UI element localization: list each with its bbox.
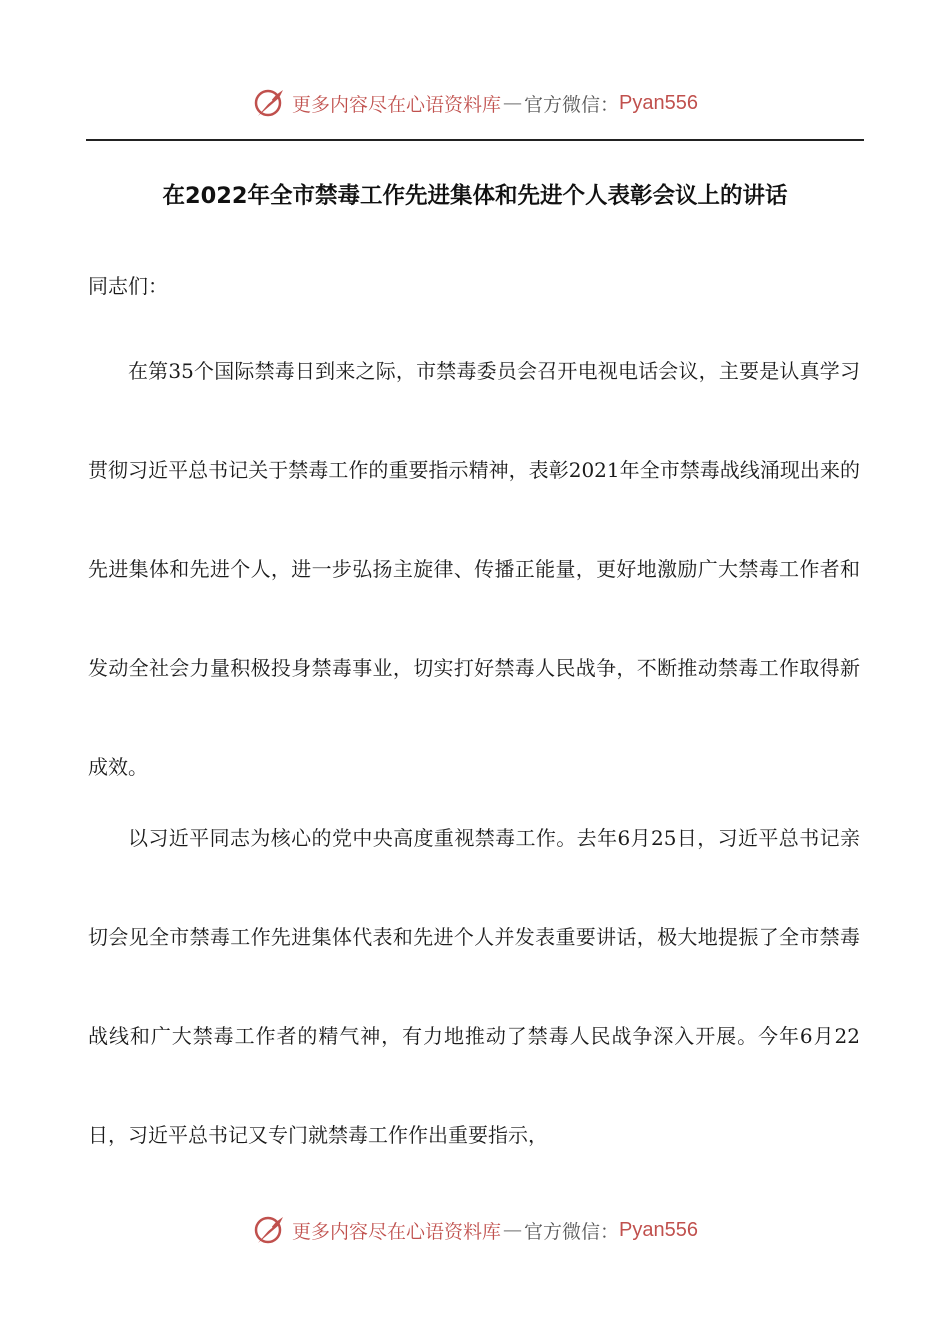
header-divider — [86, 139, 864, 141]
document-title: 在2022年全市禁毒工作先进集体和先进个人表彰会议上的讲话 — [162, 183, 788, 209]
header-banner — [0, 86, 950, 120]
paragraph-1: 在第35个国际禁毒日到来之际，市禁毒委员会召开电视电话会议，主要是认真学习贯彻习近平总书记关于禁毒工作的重要指示精神，表彰2021年全市禁毒战线涌现出来的先进集体和先进个人，进一步弘扬主旋律、传播正能量，更好地激励广大禁毒工作者和发动全社会力量积极投身禁毒事业，切实打好禁毒人民战争，不断推动禁毒工作取得新成效。 — [88, 359, 860, 779]
footer-banner — [0, 1213, 950, 1247]
quill-pen-icon — [252, 86, 288, 120]
paragraph-2: 以习近平同志为核心的党中央高度重视禁毒工作。去年6月25日，习近平总书记亲切会见全市禁毒工作先进集体代表和先进个人并发表重要讲话，极大地提振了全市禁毒战线和广大禁毒工作者的精气神，有力地推动了禁毒人民战争深入开展。今年6月22日，习近平总书记又专门就禁毒工作作出重要指示， — [88, 826, 860, 1147]
banner-suffix: 官方微信： — [524, 93, 620, 116]
banner-brand: 更多内容尽在心语资料库 — [292, 1220, 502, 1243]
banner-wechat-id: Pyan556 — [619, 1218, 698, 1241]
document-body — [88, 262, 860, 1185]
banner-separator: — — [503, 92, 523, 114]
banner-separator: — — [503, 1219, 523, 1241]
banner-wechat-id: Pyan556 — [619, 91, 698, 114]
salutation: 同志们： — [88, 274, 168, 298]
banner-brand: 更多内容尽在心语资料库 — [292, 93, 502, 116]
banner-suffix: 官方微信： — [524, 1220, 620, 1243]
quill-pen-icon — [252, 1213, 288, 1247]
